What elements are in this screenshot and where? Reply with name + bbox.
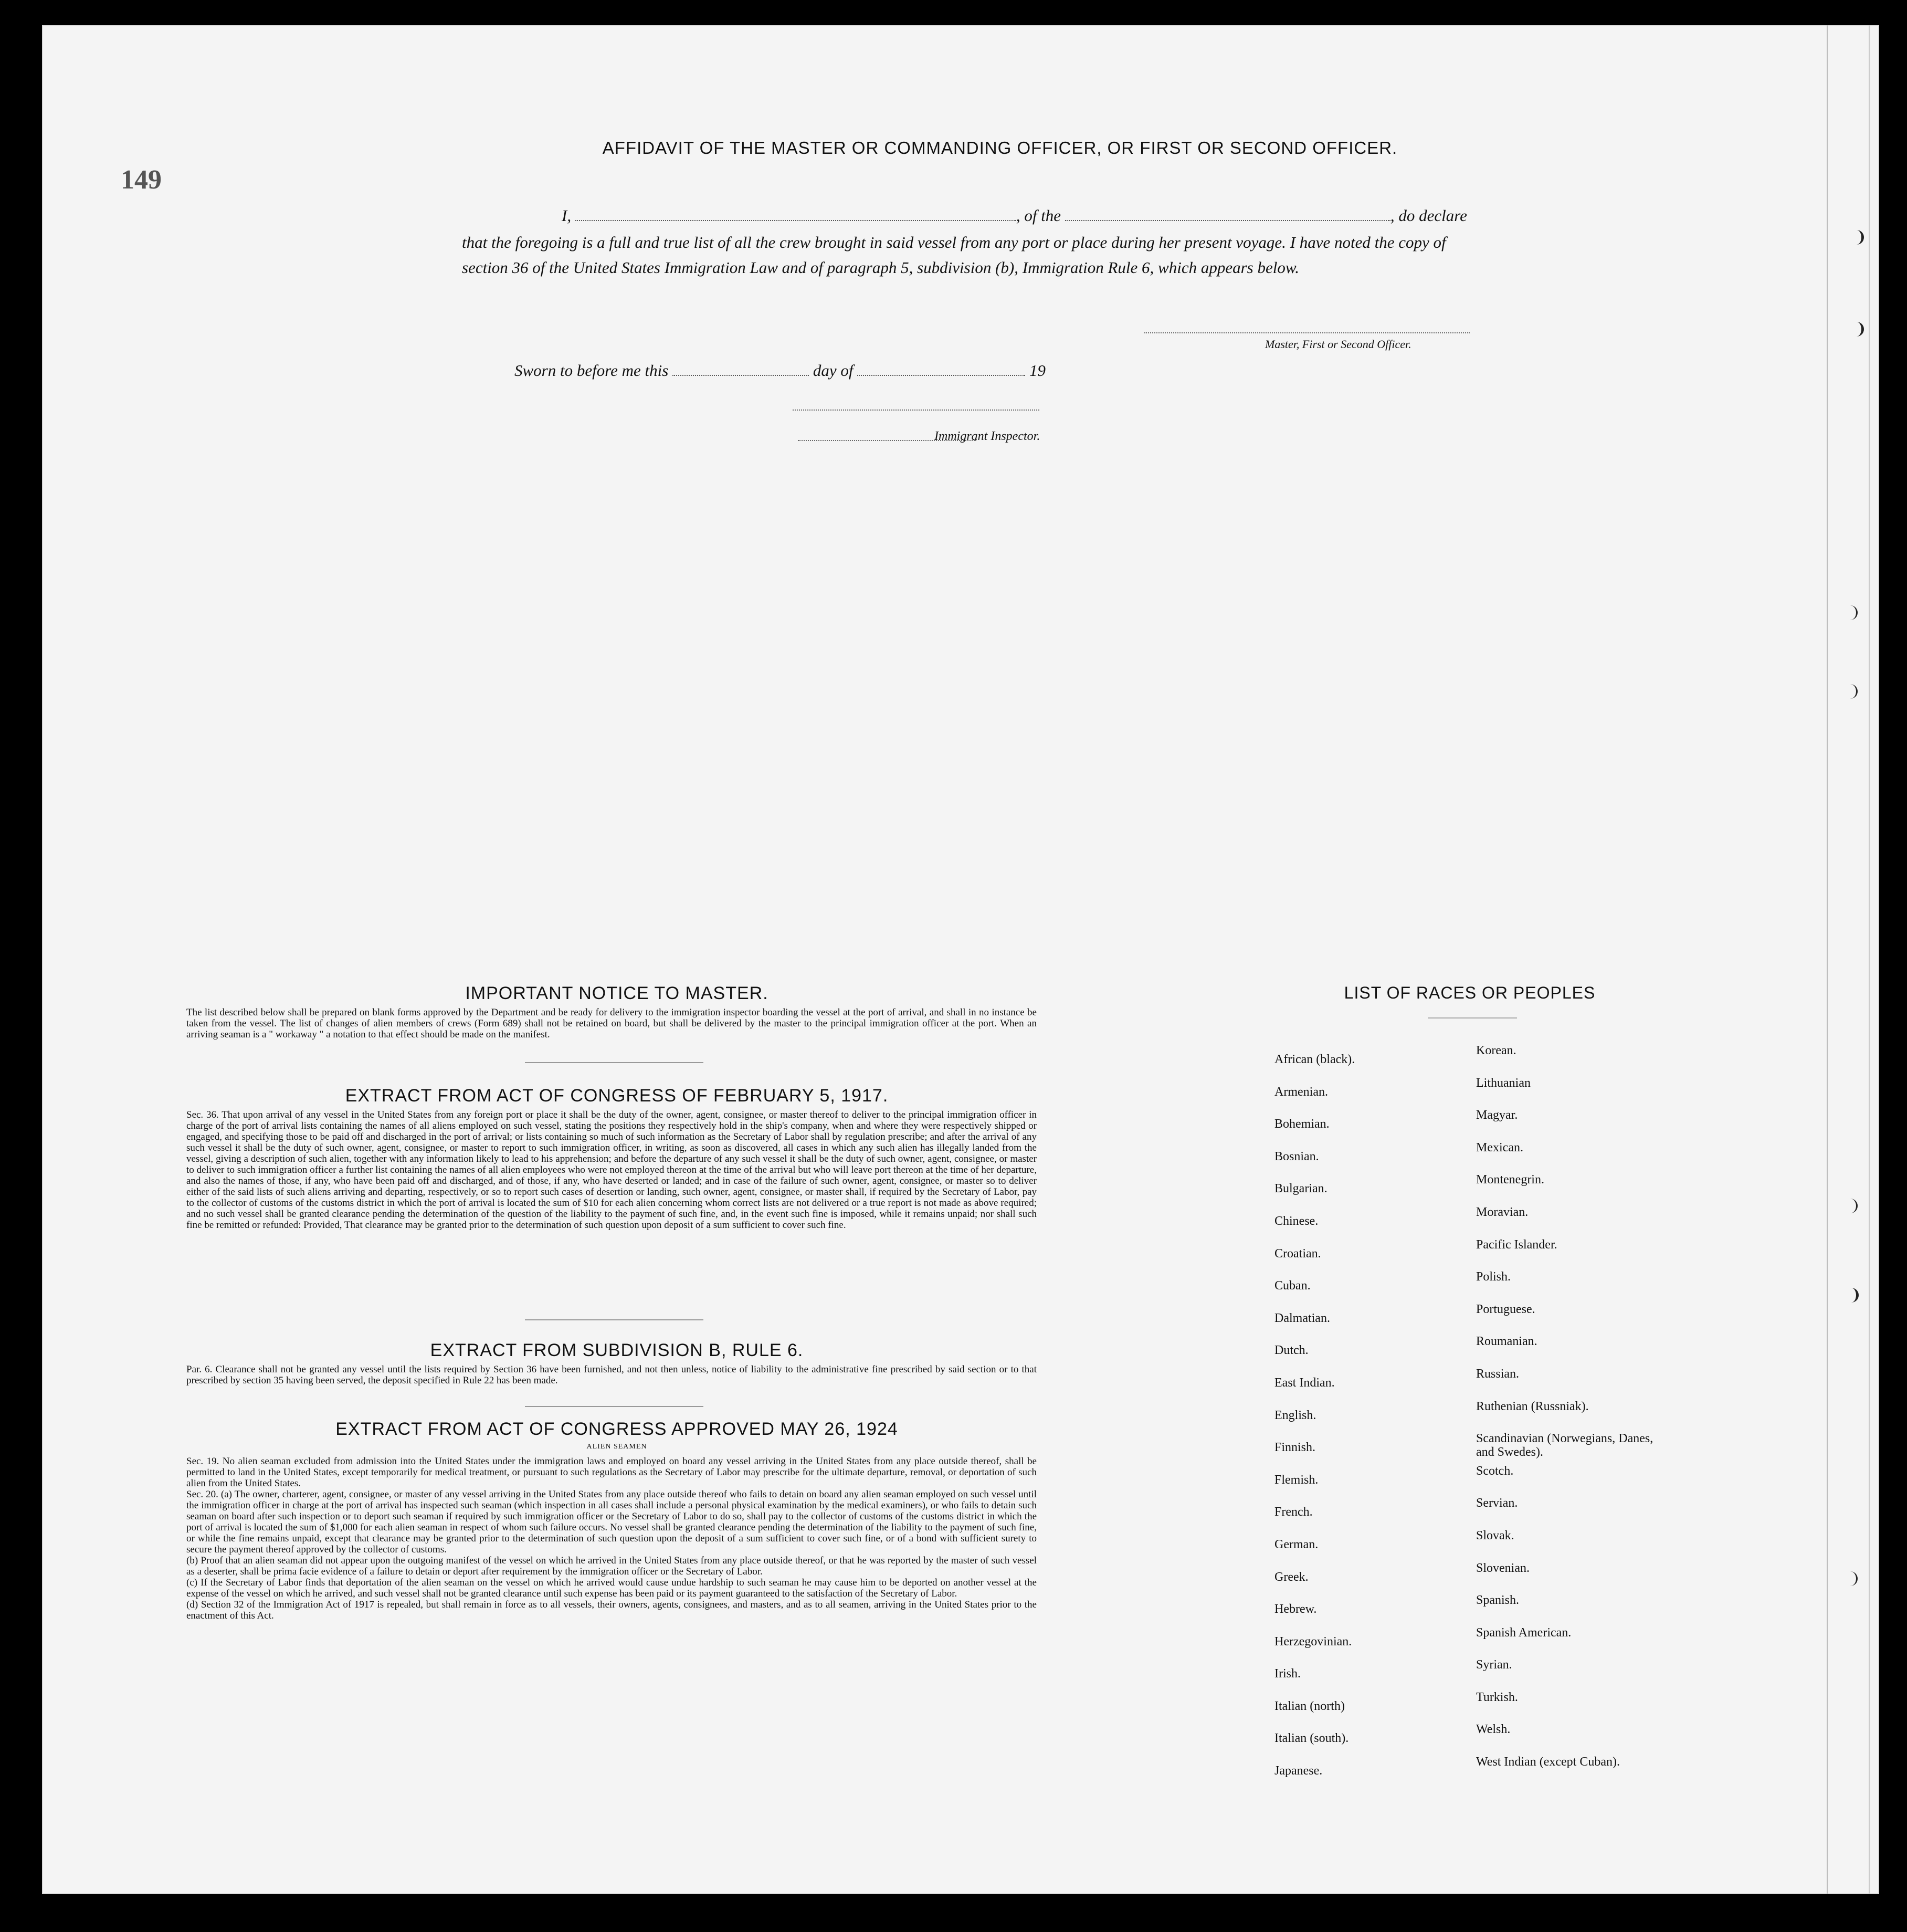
race-item: Armenian. — [1274, 1085, 1328, 1099]
race-item: Welsh. — [1476, 1723, 1511, 1737]
race-item: Dalmatian. — [1274, 1311, 1330, 1325]
race-item: East Indian. — [1274, 1376, 1335, 1390]
race-item: Finnish. — [1274, 1441, 1316, 1455]
extract-rule6-body: Par. 6. Clearance shall not be granted any vessel until the lists required by Section 36 have been furnished, and not then unless, notice of liability to the administrative fine prescribed by said section or to that prescribed by section 35 having been served, the deposit specified in Rule 22 has been made. — [186, 1364, 1037, 1386]
race-item: Montenegrin. — [1476, 1173, 1544, 1187]
race-item: Hebrew. — [1274, 1602, 1317, 1616]
race-item: Irish. — [1274, 1667, 1301, 1681]
race-item: Korean. — [1476, 1044, 1516, 1057]
race-item: Flemish. — [1274, 1473, 1319, 1487]
punch-hole-icon — [1853, 322, 1864, 337]
declaration-line — [562, 204, 1533, 225]
punch-hole-icon — [1848, 1571, 1858, 1586]
divider-3 — [525, 1406, 703, 1407]
race-item: German. — [1274, 1537, 1319, 1551]
divider-2 — [525, 1319, 703, 1320]
race-item: Moravian. — [1476, 1205, 1529, 1219]
sec-20c-paragraph: (c) If the Secretary of Labor finds that deportation of the alien seaman on the vessel on which he arrived would cause undue hardship to such seaman he may cause him to be deported on another vessel at the expense of the vessel on which he arrived, and such vessel shall not be granted clearance until such expense has been paid or its payment guaranteed to the satisfaction of the Secretary of Labor. — [186, 1577, 1037, 1599]
affidavit-paragraph: that the foregoing is a full and true list of all the crew brought in said vessel from any port or place during her present voyage. I have noted the copy of section 36 of the United States Immigration Law and of paragraph 5, subdivision (b), Immigration Rule 6, which appears below. — [462, 233, 1446, 277]
extract-1917-body: Sec. 36. That upon arrival of any vessel in the United States from any foreign port or place it shall be the duty of the owner, agent, consignee, or master thereof to deliver to the principal immigration officer in charge of the port of arrival lists containing the names of all aliens employed on such vessel, stating the positions they respectively hold in the ship's company, when and where they were respectively shipped or engaged, and specifying those to be paid off and discharged in the port of arrival; or lists containing so much of such information as the Secretary of Labor shall by regulation prescribe; and after the arrival of any such vessel it shall be the duty of such owner, agent, consignee, or master to report to such immigration officer, in writing, as soon as discovered, all cases in which any such alien has illegally landed from the vessel, giving a description of such alien, together with any information likely to lead to his apprehension; and before the departure of any such vessel it shall be the duty of such owner, agent, consignee, or master to deliver to such immigration officer a further list containing the names of all alien employees who were not employed thereon at the time of the arrival but who will leave port thereon at the time of her departure, and also the names of those, if any, who have been paid off and discharged, and of those, if any, who have deserted or landed; and in case of the failure of such owner, agent, consignee, or master so to deliver either of the said lists of such aliens arriving and departing, respectively, or so to report such cases of desertion or landing, such owner, agent, consignee, or master shall, if required by the Secretary of Labor, pay to the collector of customs of the customs district in which the port of arrival is located the sum of $10 for each alien concerning whom correct lists are not delivered or a true report is not made as above required; and no such vessel shall be granted clearance pending the determination of the question of the liability to the payment of such fine, and, in the event such fine is imposed, while it remains unpaid; nor shall such fine be remitted or refunded: Provided, That clearance may be granted prior to the determination of such question upon deposit of a sum sufficient to cover such fine. — [186, 1109, 1037, 1231]
affidavit-title: AFFIDAVIT OF THE MASTER OR COMMANDING OFFICER, OR FIRST OR SECOND OFFICER. — [602, 138, 1398, 158]
race-item: Croatian. — [1274, 1246, 1321, 1261]
race-item: French. — [1274, 1505, 1313, 1519]
races-title-rule — [1428, 1017, 1517, 1018]
divider-1 — [525, 1062, 703, 1063]
race-item: Portuguese. — [1476, 1302, 1535, 1316]
race-item: Magyar. — [1476, 1108, 1518, 1122]
month-blank[interactable] — [857, 359, 1025, 376]
extract-rule6-title: EXTRACT FROM SUBDIVISION B, RULE 6. — [430, 1340, 804, 1360]
race-item: Slovenian. — [1476, 1561, 1530, 1575]
extract-1924-body — [186, 1456, 1037, 1621]
race-item: Pacific Islander. — [1476, 1237, 1557, 1252]
race-item: Lithuanian — [1476, 1076, 1531, 1090]
page-edge-line — [1869, 25, 1870, 1894]
inspector-caption: Immigrant Inspector. — [934, 429, 1040, 443]
race-item: Syrian. — [1476, 1658, 1512, 1672]
inspector-top-line — [793, 410, 1039, 411]
year-prefix: 19 — [1029, 361, 1046, 380]
document-page — [42, 25, 1879, 1894]
sworn-line — [514, 359, 1249, 380]
race-item: Ruthenian (Russniak). — [1476, 1399, 1589, 1413]
race-item: Dutch. — [1274, 1343, 1309, 1358]
race-item: Italian (south). — [1274, 1731, 1349, 1746]
race-item: African (black). — [1274, 1053, 1355, 1066]
race-item: Chinese. — [1274, 1214, 1319, 1228]
race-item: Herzegovinian. — [1274, 1634, 1352, 1648]
extract-1924-subtitle: ALIEN SEAMEN — [586, 1443, 647, 1451]
race-item: English. — [1274, 1408, 1316, 1422]
race-item: Bosnian. — [1274, 1149, 1319, 1163]
race-item: Bohemian. — [1274, 1117, 1330, 1131]
race-item: West Indian (except Cuban). — [1476, 1755, 1620, 1769]
punch-hole-icon — [1848, 1199, 1858, 1213]
race-item: Roumanian. — [1476, 1335, 1537, 1349]
punch-hole-icon — [1853, 230, 1864, 245]
race-item: Scotch. — [1476, 1464, 1514, 1478]
race-item: Scandinavian (Norwegians, Danes, and Swedes). — [1476, 1432, 1653, 1460]
sworn-label: Sworn to before me this — [514, 361, 669, 380]
race-item: Spanish. — [1476, 1593, 1520, 1608]
vessel-blank[interactable] — [1065, 204, 1390, 221]
race-item: Italian (north) — [1274, 1699, 1345, 1713]
race-item: Polish. — [1476, 1270, 1511, 1284]
race-item: Turkish. — [1476, 1690, 1518, 1704]
race-item: Mexican. — [1476, 1140, 1523, 1154]
day-of-label: day of — [813, 361, 854, 380]
do-declare-label: , do declare — [1390, 206, 1467, 225]
sec-20b-paragraph: (b) Proof that an alien seaman did not appear upon the outgoing manifest of the vessel on which he arrived in the United States from any place outside thereof, or that he was reported by the master of such vessel as a deserter, shall be prima facie evidence of a failure to detain or deport after requirement by the immigration officer or the Secretary of Labor. — [186, 1555, 1037, 1577]
margin-page-mark: 149 — [121, 165, 162, 195]
extract-1924-title: EXTRACT FROM ACT OF CONGRESS APPROVED MAY 26, 1924 — [335, 1419, 898, 1439]
sec-19-paragraph: Sec. 19. No alien seaman excluded from admission into the United States under the immigration laws and employed on board any vessel arriving in the United States from any place outside thereof, shall be permitted to land in the United States, except temporarily for medical treatment, or pursuant to such regulations as the Secretary of Labor may prescribe for the ultimate departure, removal, or deportation of such alien from the United States. — [186, 1456, 1037, 1489]
extract-1917-title: EXTRACT FROM ACT OF CONGRESS OF FEBRUARY 5, 1917. — [345, 1086, 889, 1106]
sec-20d-paragraph: (d) Section 32 of the Immigration Act of 1917 is repealed, but shall remain in force as to all vessels, their owners, agents, consignees, and masters, and as to all seamen, arriving in the United States prior to the enactment of this Act. — [186, 1599, 1037, 1621]
races-title: LIST OF RACES OR PEOPLES — [1344, 983, 1596, 1002]
notice-body: The list described below shall be prepared on blank forms approved by the Department and be ready for delivery to the immigration inspector boarding the vessel at the port of arrival, and shall in no instance be taken from the vessel. The list of changes of alien members of crews (Form 689) shall not be retained on board, but shall be delivered by the master to the principal immigration officer at the port. When an arriving seaman is a " workaway " a notation to that effect should be made on the manifest. — [186, 1007, 1037, 1040]
race-item: Greek. — [1274, 1570, 1309, 1584]
officer-caption: Master, First or Second Officer. — [1265, 338, 1411, 351]
day-blank[interactable] — [672, 359, 809, 376]
sec-20a-paragraph: Sec. 20. (a) The owner, charterer, agent, consignee, or master of any vessel arriving in the United States from any place outside thereof who fails to detain on board any alien seaman employed on such vessel until the immigration officer in charge at the port of arrival has inspected such seaman (which inspection in all cases shall include a personal physical examination by the medical examiners), or who fails to detain such seaman on board after such inspection or to deport such seaman if required by such immigration officer or the Secretary of Labor to do so, shall pay to the collector of customs of the customs district in which the port of arrival is located the sum of $1,000 for each alien seaman in respect of whom such failure occurs. No vessel shall be granted clearance pending the determination of the liability to the payment of such fine, or while the fine remains unpaid, except that clearance may be granted prior to the determination of such question upon the deposit of a sum sufficient to cover such fine, or of a bond with sufficient surety to secure the payment thereof approved by the collector of customs. — [186, 1489, 1037, 1555]
race-item: Slovak. — [1476, 1528, 1514, 1542]
notice-title: IMPORTANT NOTICE TO MASTER. — [465, 983, 768, 1003]
race-item: Russian. — [1476, 1367, 1520, 1381]
punch-hole-icon — [1848, 1288, 1859, 1303]
races-right-column — [1476, 1044, 1665, 1788]
name-blank[interactable] — [575, 204, 1016, 221]
race-item: Servian. — [1476, 1496, 1518, 1510]
of-the-label: , of the — [1016, 206, 1061, 225]
races-left-column — [1274, 1044, 1474, 1788]
race-item: Bulgarian. — [1274, 1182, 1327, 1196]
race-item: Japanese. — [1274, 1764, 1323, 1778]
punch-hole-icon — [1848, 605, 1858, 620]
i-label: I, — [562, 206, 572, 225]
race-item: Spanish American. — [1476, 1625, 1572, 1640]
race-item: Cuban. — [1274, 1279, 1311, 1293]
punch-hole-icon — [1848, 684, 1858, 699]
page-edge-line — [1827, 25, 1828, 1894]
officer-signature-line[interactable] — [1144, 332, 1470, 333]
